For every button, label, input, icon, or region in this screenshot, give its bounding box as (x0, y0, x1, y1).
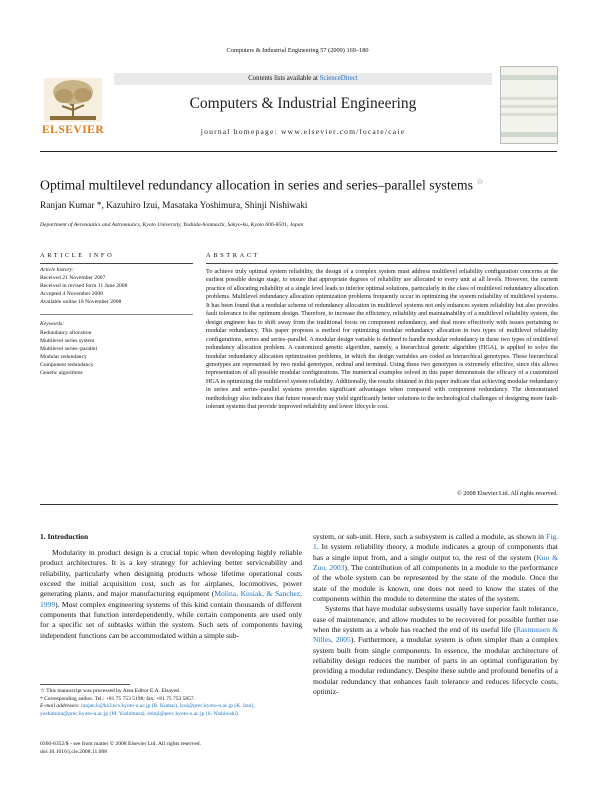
journal-title: Computers & Industrial Engineering (189, 95, 417, 112)
issn-line: 0360-8352/$ - see front matter © 2008 Elsevier Ltd. All rights reserved. (40, 741, 201, 747)
keyword-item: Multilevel series–parallel (40, 345, 98, 352)
body-column-right (313, 532, 558, 698)
keyword-item: Component redundancy (40, 361, 94, 368)
article-info-heading: ARTICLE INFO (40, 252, 115, 259)
keyword-item: Genetic algorithms (40, 370, 83, 377)
journal-reference: Computers & Industrial Engineering 57 (2009) 169–180 (226, 47, 369, 54)
keyword-item: Modular redundancy (40, 353, 87, 360)
abstract-rule (206, 263, 558, 264)
history-item: Received in revised form 11 June 2008 (40, 283, 128, 290)
sciencedirect-link[interactable]: ScienceDirect (319, 75, 358, 82)
author-list: Ranjan Kumar *, Kazuhiro Izui, Masataka Yoshimura, Shinji Nishiwaki (40, 201, 308, 211)
abstract-text: To achieve truly optimal system reliability, the design of a complex system must address multilevel reliability configuration concerns at the earliest possible design stage, to ensure that appropriate degrees of reliability are allocated to every unit at all levels. However, the current practice of allocating reliability at a single level leads to inferior optimal solutions, particularly in the class of multilevel redundancy allocation problems. Multilevel redundancy allocation optimization problems frequently occur in optimizing the system reliability of multilevel systems. It has been found that a modular scheme of redundancy allocation in multilevel systems not only enhances system reliability but also provides fault tolerance to the optimum design. Therefore, to increase the efficiency, reliability and maintainability of a multilevel reliability system, the design engineer has to shift away from the traditional focus on component redundancy, and deal more effectively with issues pertaining to modular redundancy. This paper proposes a method for optimizing modular redundancy allocation in two types of multilevel reliability configurations, series and series–parallel. A modular design variable is defined to handle modular redundancy in these two types of multilevel redundancy allocation problem. A customized genetic algorithm, namely, a hierarchical genetic algorithm (HGA), is applied to solve the modular redundancy allocation optimization problems, in which the design variables are coded as hierarchical genotypes. These hierarchical genotypes are represented by two nodal genotypes, ordinal and terminal. Using these two genotypes is extremely effective, since this allows representation of all possible modular configurations. The numerical examples solved in this paper demonstrate the efficacy of a customized HGA in optimizing the multilevel system reliability. Additionally, the results obtained in this paper indicate that achieving modular redundancy in series and series–parallel systems provides significant advantages when compared with component redundancy. The demonstrated methodology also indicates that future research may yield significantly better solutions to the technological challenges of designing more fault-tolerant systems that provide improved reliability and lower lifecycle cost. (206, 269, 558, 411)
citation-link[interactable]: Molina, Kusiak, & Sanchez, 1999 (40, 589, 302, 609)
contents-text: Contents lists available at (248, 75, 320, 82)
journal-cover-thumbnail (500, 66, 558, 144)
elsevier-wordmark: ELSEVIER (42, 124, 105, 136)
journal-homepage[interactable]: journal homepage: www.elsevier.com/locate/caie (200, 127, 406, 136)
doi-line[interactable]: doi:10.1016/j.cie.2008.11.008 (40, 748, 108, 755)
article-title-text: Optimal multilevel redundancy allocation in series and series–parallel systems (40, 177, 473, 193)
keywords-label: Keywords: (40, 321, 65, 328)
article-info-rule (40, 263, 193, 264)
footnote-corresponding: * Corresponding author. Tel.: +81 75 753 5198; fax: +81 75 753 5857. (40, 695, 195, 702)
body-column-left (40, 548, 302, 641)
paragraph: Modularity in product design is a crucial topic when developing highly reliable product architectures. It is a key strategy for achieving better serviceability and reliability, particularly when designing products whose lifetime operational costs exceed the initial acquisition cost, such as for airplanes, locomotives, power generating plants, and major manufacturing equipment (Molina, Kusiak, & Sanchez, 1999). Most complex engineering systems of this kind contain thousands of different components that function interdependently, while certain components are used only for a specific set of subtasks within the system. Such sets of components having independent functions can be accommodated within a simple sub- (40, 548, 302, 640)
header-rule (40, 151, 557, 152)
history-item: Received 21 November 2007 (40, 275, 106, 282)
abstract-heading: ABSTRACT (206, 252, 261, 259)
footnote-star: ☆ This manuscript was processed by Area Editor E.A. Elsayed. (40, 688, 181, 694)
history-item: Accepted 4 November 2008 (40, 291, 103, 298)
history-label: Article history: (40, 267, 75, 273)
keyword-item: Redundancy allocation (40, 329, 92, 336)
title-footnote-mark[interactable]: ☆ (476, 177, 484, 186)
abstract-bottom-rule (40, 504, 558, 505)
paragraph: system, or sub-unit. Here, such a subsystem is called a module, as shown in Fig. 1. In system reliability theory, a module indicates a group of components that has a single input from, and a single output to, the rest of the system (Kuo & Zuo, 2003). The contribution of all components in a module to the performance of the whole system can be represented by the state of the module. Once the state of the module is known, one does not need to know the states of the components within the module to determine the states of the system. (313, 532, 558, 604)
article-info-block (40, 266, 193, 377)
email-links[interactable]: ranjan.k@ks3.ecs.kyoto-u.ac.jp (R. Kumar), izui@prec.kyoto-u.ac.jp (K. Izui), yoshimura@prec.kyoto-u.ac.jp (M. Yoshimura), shinji@prec.kyoto-u.ac.jp (S. Nishiwaki). (40, 703, 255, 717)
copyright: © 2008 Elsevier Ltd. All rights reserved. (457, 490, 558, 497)
figure-link[interactable]: Fig. 1 (313, 532, 558, 552)
footnote-rule (40, 684, 130, 685)
citation-link[interactable]: Rasmussen & Nilles, 2005 (313, 625, 558, 645)
article-title (40, 177, 484, 194)
footnote-emails: E-mail addresses: ranjan.k@ks3.ecs.kyoto-u.ac.jp (R. Kumar), izui@prec.kyoto-u.ac.jp (K. Izui), yoshimura@prec.kyoto-u.ac.jp (M. Yoshimura), shinji@prec.kyoto-u.ac.jp (S. Nishiwaki). (40, 703, 255, 717)
history-item: Available online 18 November 2008 (40, 299, 122, 306)
keyword-item: Multilevel series system (40, 337, 95, 344)
contents-banner (114, 73, 492, 85)
affiliation: Department of Aeronautics and Astronautics, Kyoto University, Yoshida-honmachi, Sakyo-ku, Kyoto 606-8501, Japan (40, 222, 304, 228)
section-heading-introduction: 1. Introduction (40, 532, 89, 541)
footnotes (40, 688, 302, 718)
paragraph: Systems that have modular subsystems usually have superior fault tolerance, ease of maintenance, and allow modules to be recovered for possible further use when the system as a whole has reached the end of its useful life (Rasmussen & Nilles, 2005). Furthermore, a modular system is often simpler than a complex system built from single components. In essence, the modular architecture of reliability design reduces the number of parts in an optimal configuration by providing a modular redundancy. Despite these subtle and profound benefits of a modular redundancy that enhances fault tolerance and reduces lifecycle costs, optimiz- (313, 604, 558, 697)
page-footer (40, 741, 201, 757)
citation-link[interactable]: Kuo & Zuo, 2003 (313, 552, 558, 573)
